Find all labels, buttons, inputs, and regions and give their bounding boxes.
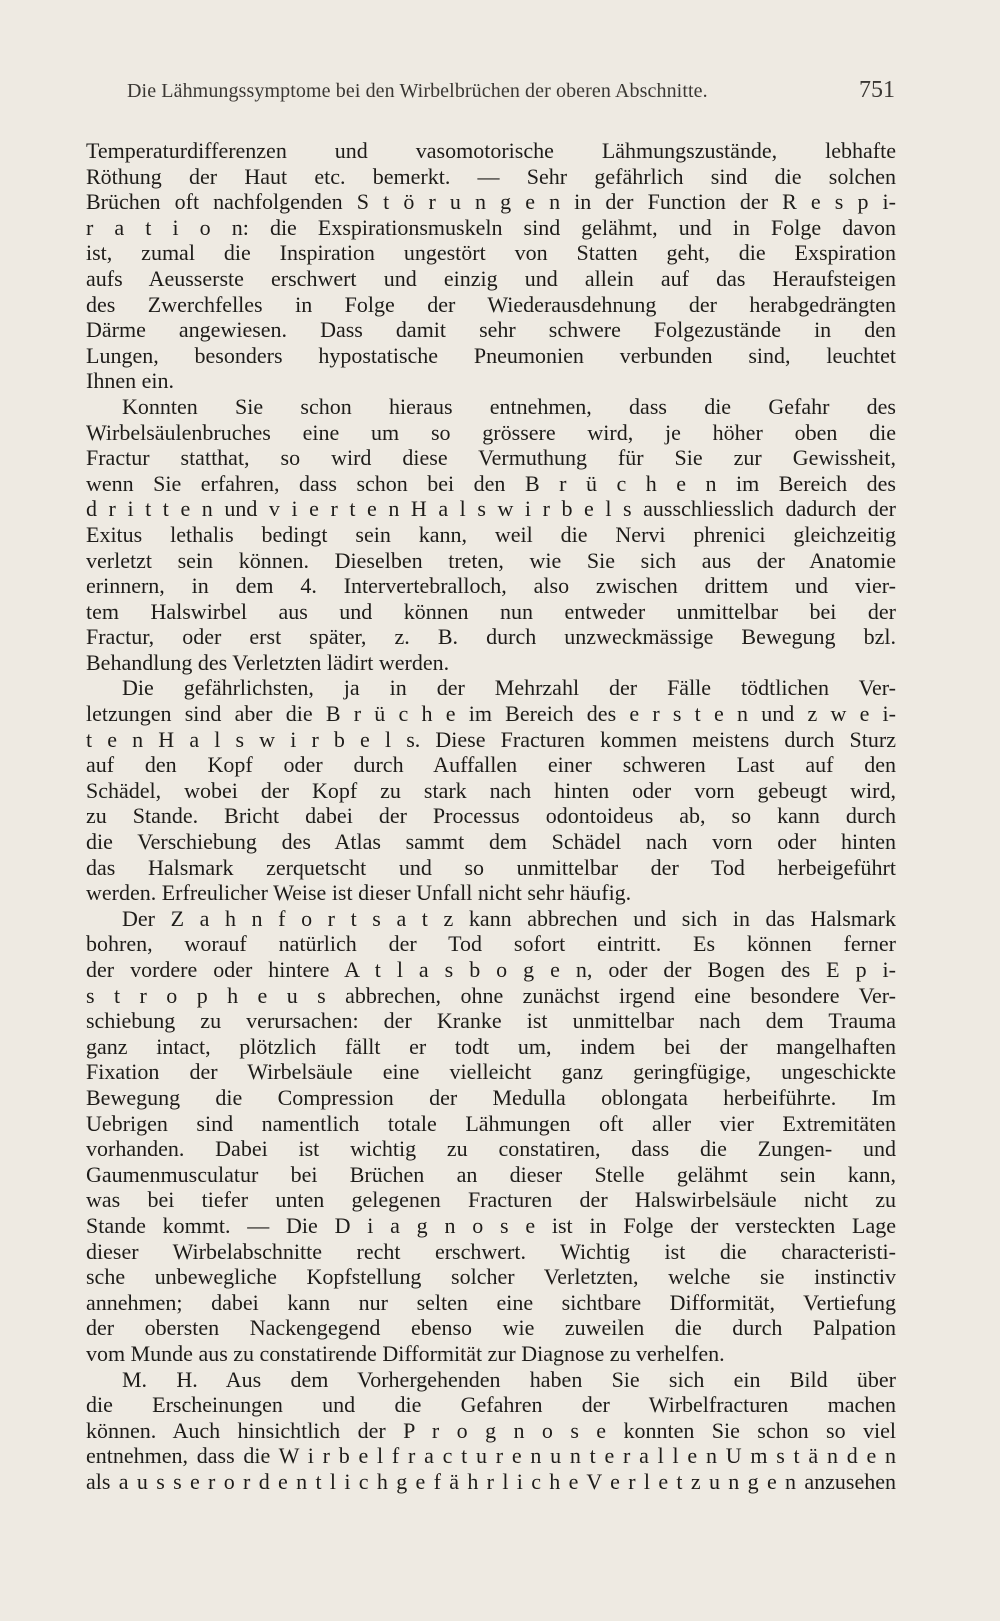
text-line: Wirbelsäulenbruches eine um so grössere wird, je höher oben die	[86, 419, 896, 445]
text-line: Ihnen ein.	[86, 368, 174, 394]
text-line: wenn Sie erfahren, dass schon bei den B r ü c h e n im Bereich des	[86, 470, 896, 496]
text-line: Stande kommt. — Die D i a g n o s e ist in Folge der versteckten Lage	[86, 1212, 896, 1238]
text-line: r a t i o n: die Exspirationsmuskeln sind gelähmt, und in Folge davon	[86, 214, 896, 240]
text-line: sche unbewegliche Kopfstellung solcher Verletzten, welche sie instinctiv	[86, 1264, 896, 1290]
text-line: Brüchen oft nachfolgenden S t ö r u n g e n in der Function der R e s p i-	[86, 189, 896, 215]
text-line: Exitus lethalis bedingt sein kann, weil die Nervi phrenici gleichzeitig	[86, 521, 896, 547]
text-line: Die gefährlichsten, ja in der Mehrzahl der Fälle tödtlichen Ver-	[122, 675, 896, 701]
text-line: das Halsmark zerquetscht und so unmittelbar der Tod herbeigeführt	[86, 854, 896, 880]
text-line: der vordere oder hintere A t l a s b o g e n, oder der Bogen des E p i-	[86, 957, 896, 982]
text-line: schiebung zu verursachen: der Kranke ist unmittelbar nach dem Trauma	[86, 1008, 896, 1034]
text-line: Därme angewiesen. Dass damit sehr schwere Folgezustände in den	[86, 317, 896, 343]
text-line: werden. Erfreulicher Weise ist dieser Unfall nicht sehr häufig.	[86, 880, 632, 906]
running-title: Die Lähmungssymptome bei den Wirbelbrüchen der oberen Abschnitte.	[127, 80, 708, 102]
text-line: bohren, worauf natürlich der Tod sofort eintritt. Es können ferner	[86, 931, 896, 957]
text-line: des Zwerchfelles in Folge der Wiederausdehnung der herabgedrängten	[86, 291, 896, 317]
page-number: 751	[859, 77, 895, 103]
text-line: auf den Kopf oder durch Auffallen einer schweren Last auf den	[86, 752, 896, 778]
text-line: s t r o p h e u s abbrechen, ohne zunächst irgend eine besondere Ver-	[86, 982, 896, 1008]
text-line: M. H. Aus dem Vorhergehenden haben Sie sich ein Bild über	[122, 1366, 896, 1392]
text-line: zu Stande. Bricht dabei der Processus odontoideus ab, so kann durch	[86, 803, 896, 829]
text-line: t e n H a l s w i r b e l s. Diese Fracturen kommen meistens durch Sturz	[86, 726, 896, 752]
text-line: ist, zumal die Inspiration ungestört von Statten geht, die Exspiration	[86, 240, 896, 266]
text-line: vom Munde aus zu constatirende Difformität zur Diagnose zu verhelfen.	[86, 1340, 725, 1366]
text-line: tem Halswirbel aus und können nun entweder unmittelbar bei der	[86, 598, 896, 624]
text-line: Röthung der Haut etc. bemerkt. — Sehr gefährlich sind die solchen	[86, 163, 896, 189]
text-line: aufs Aeusserste erschwert und einzig und allein auf das Heraufsteigen	[86, 265, 896, 291]
text-line: können. Auch hinsichtlich der P r o g n o s e konnten Sie schon so viel	[86, 1417, 896, 1443]
text-line: verletzt sein können. Dieselben treten, wie Sie sich aus der Anatomie	[86, 547, 896, 573]
text-line: die Erscheinungen und die Gefahren der Wirbelfracturen machen	[86, 1392, 896, 1418]
body-text	[86, 138, 896, 1494]
text-line: erinnern, in dem 4. Intervertebralloch, also zwischen drittem und vier-	[86, 573, 896, 599]
text-line: d r i t t e n und v i e r t e n H a l s w i r b e l s ausschliesslich dadurch der	[86, 496, 896, 522]
text-line: letzungen sind aber die B r ü c h e im Bereich des e r s t e n und z w e i-	[86, 701, 896, 727]
text-line: Fixation der Wirbelsäule eine vielleicht ganz geringfügige, ungeschickte	[86, 1059, 896, 1085]
text-line: Lungen, besonders hypostatische Pneumonien verbunden sind, leuchtet	[86, 342, 896, 368]
text-line: was bei tiefer unten gelegenen Fracturen der Halswirbelsäule nicht zu	[86, 1187, 896, 1213]
text-line: ganz intact, plötzlich fällt er todt um, indem bei der mangelhaften	[86, 1033, 896, 1059]
text-line: der obersten Nackengegend ebenso wie zuweilen die durch Palpation	[86, 1315, 896, 1341]
text-line: Fractur, oder erst später, z. B. durch unzweckmässige Bewegung bzl.	[86, 624, 896, 650]
text-line: Schädel, wobei der Kopf zu stark nach hinten oder vorn gebeugt wird,	[86, 777, 896, 803]
text-line: Fractur statthat, so wird diese Vermuthung für Sie zur Gewissheit,	[86, 445, 896, 471]
text-line: Konnten Sie schon hieraus entnehmen, dass die Gefahr des	[122, 393, 896, 419]
text-line: Behandlung des Verletzten lädirt werden.	[86, 649, 450, 675]
text-line: Bewegung die Compression der Medulla oblongata herbeiführte. Im	[86, 1084, 896, 1110]
text-line: als a u s s e r o r d e n t l i c h g e f ä h r l i c h e V e r l e t z u n g e n anzusehen	[86, 1468, 896, 1494]
text-line: Temperaturdifferenzen und vasomotorische Lähmungszustände, lebhafte	[86, 138, 896, 163]
text-line: annehmen; dabei kann nur selten eine sichtbare Difformität, Vertiefung	[86, 1289, 896, 1315]
text-line: vorhanden. Dabei ist wichtig zu constatiren, dass die Zungen- und	[86, 1136, 896, 1162]
text-line: dieser Wirbelabschnitte recht erschwert. Wichtig ist die characteristi-	[86, 1238, 896, 1264]
text-line: entnehmen, dass die W i r b e l f r a c t u r e n u n t e r a l l e n U m s t ä n d e n	[86, 1443, 896, 1469]
text-line: die Verschiebung des Atlas sammt dem Schädel nach vorn oder hinten	[86, 829, 896, 855]
running-head	[127, 77, 895, 103]
text-line: Uebrigen sind namentlich totale Lähmungen oft aller vier Extremitäten	[86, 1110, 896, 1136]
text-line: Der Z a h n f o r t s a t z kann abbrechen und sich in das Halsmark	[122, 905, 896, 931]
text-line: Gaumenmusculatur bei Brüchen an dieser Stelle gelähmt sein kann,	[86, 1161, 896, 1187]
